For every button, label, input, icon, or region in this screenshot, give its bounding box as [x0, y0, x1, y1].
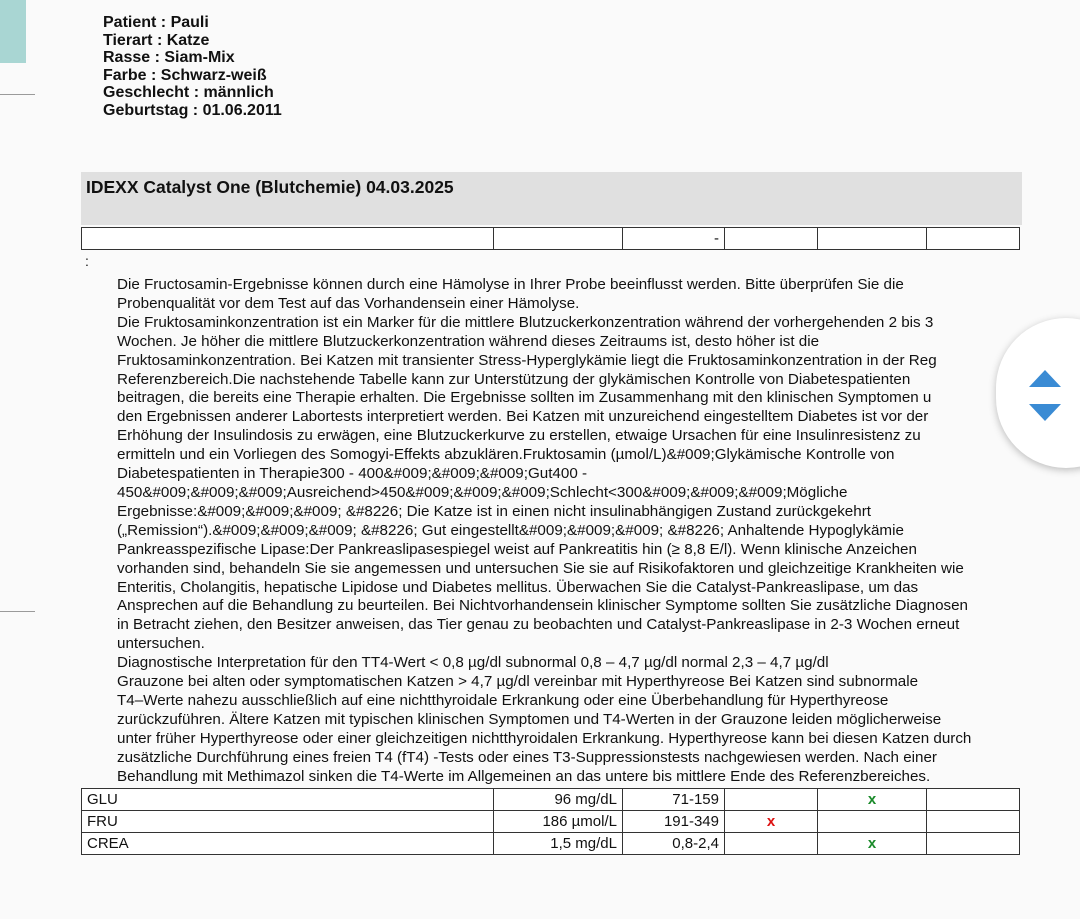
- normal-flag-cell: [818, 811, 927, 833]
- value-cell: 186 µmol/L: [494, 811, 623, 833]
- note-line: ermitteln und ein Vorliegen des Somogyi-Effekts abzuklären.Fruktosamin (µmol/L)&#009;Glykämische Kontrolle von: [117, 446, 895, 464]
- low-flag-cell: [725, 789, 818, 811]
- high-flag-cell: [927, 789, 1020, 811]
- param-cell: GLU: [82, 789, 494, 811]
- low-flag-cell: x: [725, 811, 818, 833]
- section-title: IDEXX Catalyst One (Blutchemie) 04.03.2025: [86, 177, 454, 197]
- table-cell: [494, 228, 623, 250]
- table-row: [82, 811, 1020, 833]
- high-flag-cell: [927, 833, 1020, 855]
- note-line: Diagnostische Interpretation für den TT4-Wert < 0,8 µg/dl subnormal 0,8 – 4,7 µg/dl normal 2,3 – 4,7 µg/dl: [117, 654, 829, 672]
- note-line: beitragen, die bereits eine Therapie erhalten. Die Ergebnisse sollten im Zusammenhang mit den klinischen Symptomen u: [117, 389, 932, 407]
- note-line: zurückzuführen. Ältere Katzen mit typischen klinischen Symptomen und T4-Werten in der Grauzone leiden möglicherweise: [117, 710, 942, 728]
- table-cell: [623, 228, 725, 250]
- results-table: [81, 788, 1020, 855]
- note-line: unter früher Hyperthyreose oder einer gleichzeitigen nichtthyroidalen Erkrankung. Hyperthyreose kann bei diesen Katzen durch: [117, 729, 972, 747]
- high-flag-cell: [927, 811, 1020, 833]
- note-line: 450&#009;&#009;&#009;Ausreichend>450&#009;&#009;&#009;Schlecht<300&#009;&#009;&#009;Mögliche: [117, 483, 848, 501]
- patient-breed: Rasse : Siam-Mix: [103, 49, 235, 66]
- note-line: in Betracht ziehen, den Besitzer anweisen, das Tier genau zu beobachten und Catalyst-Pankreaslipase in 2-3 Wochen erneut: [117, 616, 960, 634]
- patient-color: Farbe : Schwarz-weiß: [103, 66, 267, 84]
- note-line: Die Fructosamin-Ergebnisse können durch eine Hämolyse in Ihrer Probe beeinflusst werden. Bitte überprüfen Sie die: [117, 276, 904, 293]
- note-line: zusätzliche Durchführung eines freien T4 (fT4) -Tests oder eines T3-Suppressionstests nachgewiesen werden. Nach einer: [117, 748, 937, 766]
- note-line: Ansprechen auf die Behandlung zu beurteilen. Bei Nichtvorhandensein klinischer Symptome sollten Sie zusätzliche Diagnosen: [117, 597, 969, 615]
- table-cell: [927, 228, 1020, 250]
- note-line: Referenzbereich.Die nachstehende Tabelle kann zur Unterstützung der glykämischen Kontrolle von Diabetespatienten: [117, 370, 911, 388]
- range-cell: 0,8-2,4: [623, 833, 725, 855]
- note-line: Die Fruktosaminkonzentration ist ein Marker für die mittlere Blutzuckerkonzentration während der vorhergehenden 2 bis 3: [117, 313, 934, 331]
- note-line: Enteritis, Cholangitis, hepatische Lipidose und Diabetes mellitus. Überwachen Sie die Catalyst-Pankreaslipase, um das: [117, 578, 919, 596]
- note-line: untersuchen.: [117, 635, 205, 653]
- table-row: [82, 789, 1020, 811]
- value-cell: 1,5 mg/dL: [494, 833, 623, 855]
- note-line: Probenqualität vor dem Test auf das Vorhandensein einer Hämolyse.: [117, 294, 580, 312]
- note-line: vorhanden sind, behandeln Sie sie angemessen und untersuchen Sie sie auf Risikofaktoren und gleichzeitige Krankheiten wie: [117, 559, 964, 577]
- normal-flag-cell: x: [818, 789, 927, 811]
- label-colon: :: [85, 253, 89, 269]
- patient-sex: Geschlecht : männlich: [103, 84, 274, 101]
- triangle-down-icon[interactable]: [1029, 404, 1061, 421]
- patient-species: Tierart : Katze: [103, 31, 210, 49]
- table-row: [82, 833, 1020, 855]
- note-line: Fruktosaminkonzentration. Bei Katzen mit transienter Stress-Hyperglykämie liegt die Fruktosaminkonzentration in der Reg: [117, 351, 937, 369]
- table-cell: [82, 228, 494, 250]
- low-flag-cell: [725, 833, 818, 855]
- interpretation-notes: [117, 276, 1045, 786]
- header-empty-table: [81, 227, 1020, 250]
- table-row: [82, 228, 1020, 250]
- value-cell: 96 mg/dL: [494, 789, 623, 811]
- margin-divider: [0, 94, 35, 95]
- section-header: [81, 172, 1022, 225]
- normal-flag-cell: x: [818, 833, 927, 855]
- range-cell: 71-159: [623, 789, 725, 811]
- table-cell: [725, 228, 818, 250]
- note-line: Pankreasspezifische Lipase:Der Pankreaslipasespiegel weist auf Pankreatitis hin (≥ 8,8 E/l). Wenn klinische Anzeichen: [117, 540, 917, 558]
- patient-name: Patient : Pauli: [103, 14, 209, 31]
- note-line: Diabetespatienten in Therapie300 - 400&#009;&#009;&#009;Gut400 -: [117, 465, 588, 483]
- note-line: Erhöhung der Insulindosis zu erwägen, eine Blutzuckerkurve zu erstellen, etwaige Ursachen für eine Insulinresistenz zu: [117, 427, 921, 445]
- sidebar-tab[interactable]: [0, 0, 26, 63]
- triangle-up-icon[interactable]: [1029, 370, 1061, 387]
- range-cell: 191-349: [623, 811, 725, 833]
- note-line: den Ergebnissen anderer Labortests interpretiert werden. Bei Katzen mit unzureichend eingestelltem Diabetes ist vor der: [117, 408, 929, 426]
- margin-divider: [0, 611, 35, 612]
- dash-mark: -: [714, 230, 719, 247]
- note-line: Wochen. Je höher die mittlere Blutzuckerkonzentration während dieses Zeitraums ist, desto höher ist die: [117, 332, 820, 350]
- note-line: Behandlung mit Methimazol sinken die T4-Werte im Allgemeinen an das untere bis mittlere Ende des Referenzbereiches.: [117, 767, 931, 785]
- param-cell: FRU: [82, 811, 494, 833]
- note-line: („Remission“).&#009;&#009;&#009; &#8226; Gut eingestellt&#009;&#009;&#009; &#8226; Anhaltende Hypoglykämie: [117, 521, 904, 539]
- note-line: T4–Werte nahezu ausschließlich auf eine nichtthyroidale Erkrankung oder eine Überbehandlung für Hyperthyreose: [117, 691, 889, 709]
- patient-info: [103, 14, 282, 119]
- note-line: Ergebnisse:&#009;&#009;&#009; &#8226; Die Katze ist in einen nicht insulinabhängigen Zustand zurückgekehrt: [117, 502, 871, 520]
- param-cell: CREA: [82, 833, 494, 855]
- table-cell: [818, 228, 927, 250]
- patient-birthday: Geburtstag : 01.06.2011: [103, 101, 282, 119]
- note-line: Grauzone bei alten oder symptomatischen Katzen > 4,7 µg/dl vereinbar mit Hyperthyreose Bei Katzen sind subnormale: [117, 673, 919, 691]
